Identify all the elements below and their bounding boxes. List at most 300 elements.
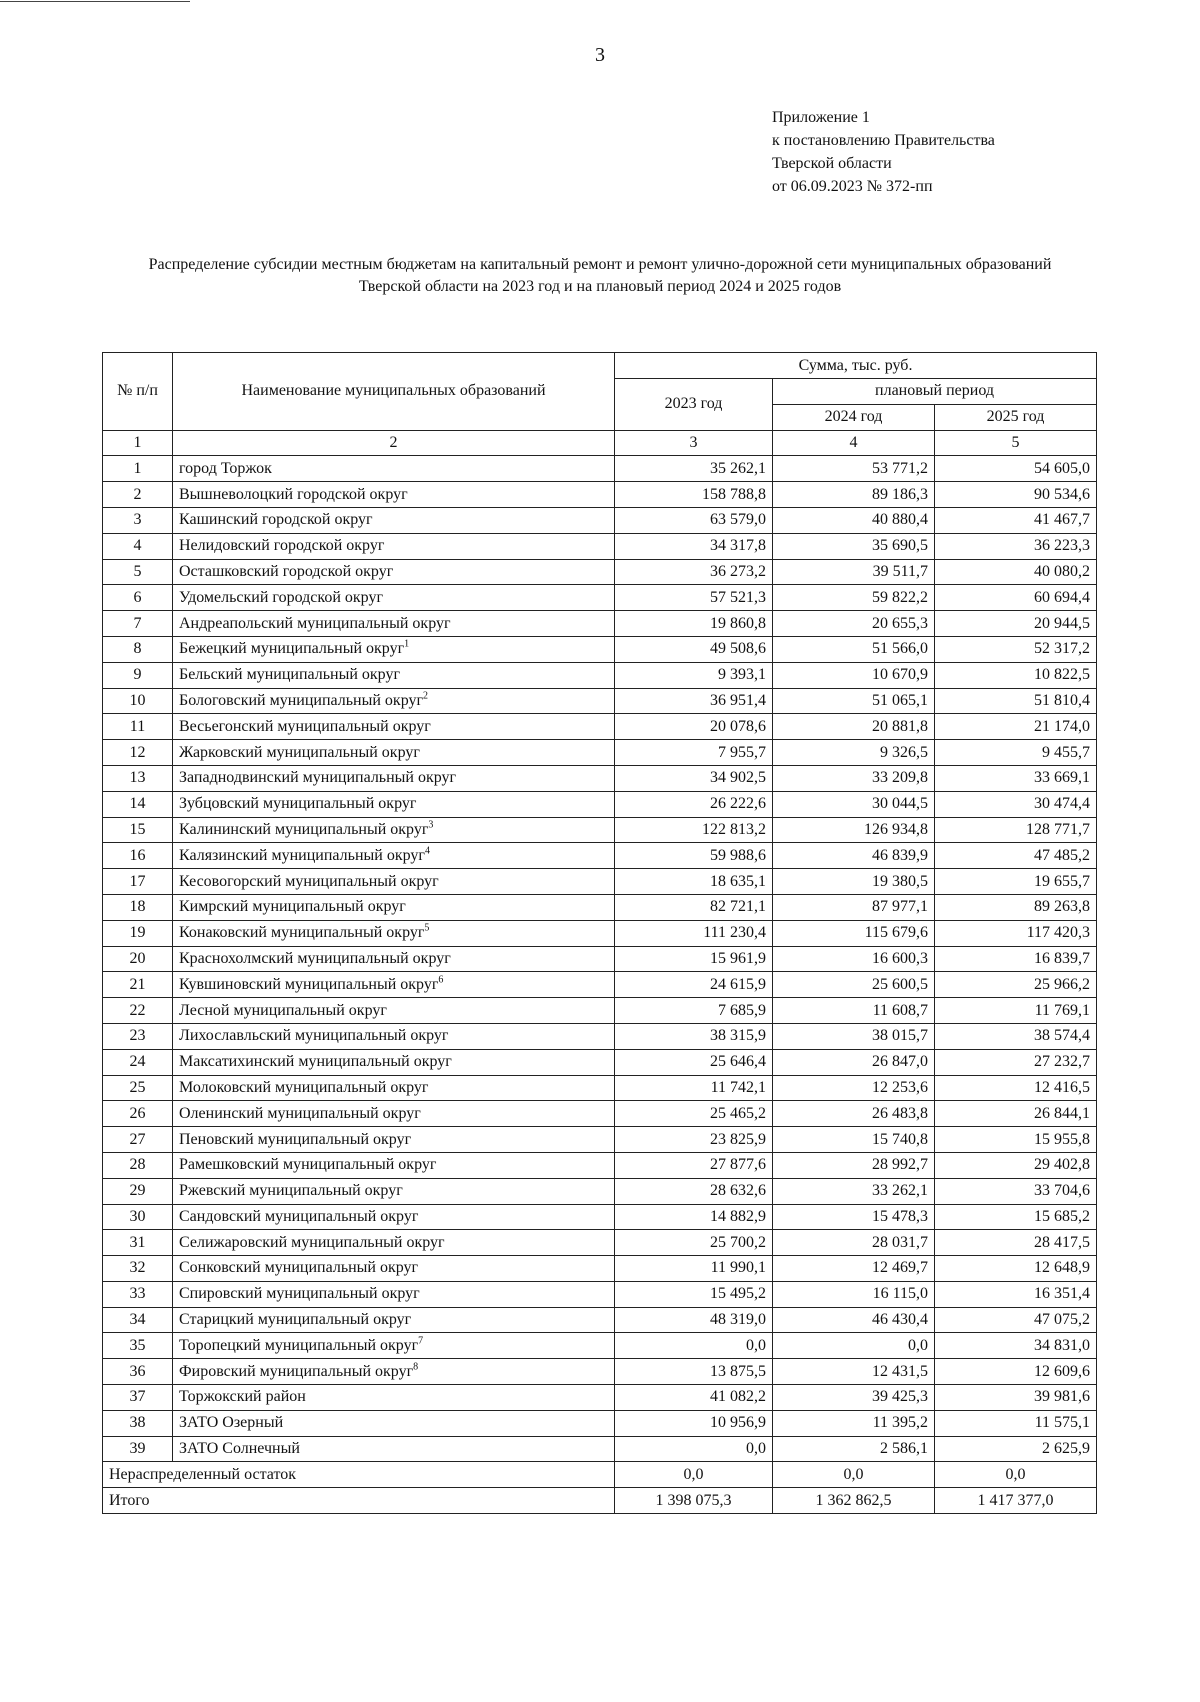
- row-number: 14: [103, 791, 173, 817]
- row-number: 38: [103, 1410, 173, 1436]
- amount-2024: 25 600,5: [773, 972, 935, 998]
- municipality-name: [173, 791, 615, 817]
- amount-2023: 14 882,9: [615, 1204, 773, 1230]
- amount-2024: 46 839,9: [773, 843, 935, 869]
- header-2024: 2024 год: [773, 404, 935, 430]
- header-num: № п/п: [103, 353, 173, 431]
- municipality-name-text: ЗАТО Озерный: [179, 1414, 284, 1432]
- municipality-name-text: Удомельский городской округ: [179, 588, 384, 606]
- municipality-name: [173, 1204, 615, 1230]
- municipality-name-text: Весьегонский муниципальный округ: [179, 717, 431, 735]
- table-row: [103, 765, 1097, 791]
- scan-artifact-line: [0, 1, 190, 2]
- table-row: [103, 1230, 1097, 1256]
- row-number: 20: [103, 946, 173, 972]
- unallocated-2025: 0,0: [935, 1462, 1097, 1488]
- municipality-name-text: Спировский муниципальный округ: [179, 1285, 420, 1303]
- municipality-name: [173, 920, 615, 946]
- subsidy-table: [102, 352, 1097, 1514]
- amount-2025: 40 080,2: [935, 559, 1097, 585]
- amount-2023: 11 990,1: [615, 1256, 773, 1282]
- amount-2023: 24 615,9: [615, 972, 773, 998]
- amount-2023: 34 317,8: [615, 533, 773, 559]
- table-row: [103, 1436, 1097, 1462]
- row-number: 7: [103, 611, 173, 637]
- amount-2025: 60 694,4: [935, 585, 1097, 611]
- municipality-name: [173, 559, 615, 585]
- amount-2024: 30 044,5: [773, 791, 935, 817]
- municipality-name: [173, 1101, 615, 1127]
- title-line-1: Распределение субсидии местным бюджетам на капитальный ремонт и ремонт улично-дорожной сети муниципальных образований: [148, 256, 1052, 273]
- municipality-name: [173, 714, 615, 740]
- municipality-name-text: Андреапольский муниципальный округ: [179, 614, 451, 632]
- amount-2025: 15 685,2: [935, 1204, 1097, 1230]
- table-row: [103, 1049, 1097, 1075]
- municipality-name: [173, 998, 615, 1024]
- municipality-name: [173, 1075, 615, 1101]
- amount-2024: 20 881,8: [773, 714, 935, 740]
- municipality-name: [173, 1256, 615, 1282]
- amount-2024: 16 600,3: [773, 946, 935, 972]
- amount-2024: 20 655,3: [773, 611, 935, 637]
- amount-2023: 13 875,5: [615, 1359, 773, 1385]
- amount-2023: 15 495,2: [615, 1281, 773, 1307]
- table-row: [103, 611, 1097, 637]
- table-row: [103, 636, 1097, 662]
- table-row: [103, 1256, 1097, 1282]
- amount-2025: 30 474,4: [935, 791, 1097, 817]
- table-row: [103, 714, 1097, 740]
- table-row: [103, 1359, 1097, 1385]
- municipality-name-text: Оленинский муниципальный округ: [179, 1104, 421, 1122]
- municipality-name-text: Кимрский муниципальный округ: [179, 898, 406, 916]
- column-number: 5: [935, 430, 1097, 456]
- amount-2023: 0,0: [615, 1436, 773, 1462]
- row-number: 26: [103, 1101, 173, 1127]
- amount-2024: 15 740,8: [773, 1127, 935, 1153]
- amount-2024: 38 015,7: [773, 1023, 935, 1049]
- column-number: 4: [773, 430, 935, 456]
- amount-2023: 63 579,0: [615, 507, 773, 533]
- row-number: 10: [103, 688, 173, 714]
- municipality-name: [173, 1359, 615, 1385]
- amount-2024: 46 430,4: [773, 1307, 935, 1333]
- header-2025: 2025 год: [935, 404, 1097, 430]
- municipality-name-text: Торжокский район: [179, 1388, 306, 1406]
- municipality-name: [173, 869, 615, 895]
- amount-2023: 7 955,7: [615, 740, 773, 766]
- amount-2025: 38 574,4: [935, 1023, 1097, 1049]
- municipality-name: [173, 1385, 615, 1411]
- column-number: 1: [103, 430, 173, 456]
- header-2023: 2023 год: [615, 379, 773, 431]
- amount-2025: 15 955,8: [935, 1127, 1097, 1153]
- amount-2025: 11 575,1: [935, 1410, 1097, 1436]
- amount-2024: 26 847,0: [773, 1049, 935, 1075]
- row-number: 27: [103, 1127, 173, 1153]
- row-number: 30: [103, 1204, 173, 1230]
- amount-2023: 82 721,1: [615, 894, 773, 920]
- row-number: 8: [103, 636, 173, 662]
- row-number: 18: [103, 894, 173, 920]
- municipality-name: [173, 1436, 615, 1462]
- municipality-name-text: Лихославльский муниципальный округ: [179, 1027, 449, 1045]
- amount-2024: 59 822,2: [773, 585, 935, 611]
- footnote-marker: 5: [424, 922, 430, 934]
- municipality-name: [173, 1127, 615, 1153]
- amount-2025: 52 317,2: [935, 636, 1097, 662]
- amount-2025: 16 839,7: [935, 946, 1097, 972]
- amount-2025: 12 416,5: [935, 1075, 1097, 1101]
- amount-2025: 51 810,4: [935, 688, 1097, 714]
- municipality-name: [173, 1281, 615, 1307]
- amount-2025: 89 263,8: [935, 894, 1097, 920]
- amount-2023: 11 742,1: [615, 1075, 773, 1101]
- amount-2023: 35 262,1: [615, 456, 773, 482]
- municipality-name-text: город Торжок: [179, 459, 272, 477]
- appendix-line: Приложение 1: [772, 109, 870, 126]
- amount-2024: 15 478,3: [773, 1204, 935, 1230]
- municipality-name: [173, 1023, 615, 1049]
- amount-2025: 21 174,0: [935, 714, 1097, 740]
- table-row: [103, 533, 1097, 559]
- amount-2023: 57 521,3: [615, 585, 773, 611]
- municipality-name-text: Ржевский муниципальный округ: [179, 1182, 403, 1200]
- municipality-name-text: Бежецкий муниципальный округ: [179, 640, 405, 658]
- municipality-name-text: Конаковский муниципальный округ: [179, 924, 425, 942]
- amount-2023: 49 508,6: [615, 636, 773, 662]
- amount-2024: 28 992,7: [773, 1152, 935, 1178]
- amount-2024: 39 511,7: [773, 559, 935, 585]
- municipality-name: [173, 585, 615, 611]
- amount-2023: 25 646,4: [615, 1049, 773, 1075]
- municipality-name-text: Кашинский городской округ: [179, 511, 373, 529]
- table-row: [103, 585, 1097, 611]
- municipality-name-text: Молоковский муниципальный округ: [179, 1078, 429, 1096]
- amount-2023: 59 988,6: [615, 843, 773, 869]
- municipality-name: [173, 1333, 615, 1359]
- row-number: 39: [103, 1436, 173, 1462]
- municipality-name-text: Старицкий муниципальный округ: [179, 1311, 412, 1329]
- municipality-name: [173, 636, 615, 662]
- amount-2025: 47 075,2: [935, 1307, 1097, 1333]
- row-number: 17: [103, 869, 173, 895]
- table-row: [103, 1178, 1097, 1204]
- amount-2024: 10 670,9: [773, 662, 935, 688]
- amount-2023: 122 813,2: [615, 817, 773, 843]
- municipality-name: [173, 972, 615, 998]
- municipality-name-text: Бельский муниципальный округ: [179, 666, 401, 684]
- column-number: 2: [173, 430, 615, 456]
- amount-2023: 111 230,4: [615, 920, 773, 946]
- table-row: [103, 1333, 1097, 1359]
- table-row: [103, 946, 1097, 972]
- amount-2024: 12 431,5: [773, 1359, 935, 1385]
- amount-2025: 2 625,9: [935, 1436, 1097, 1462]
- municipality-name: [173, 1230, 615, 1256]
- municipality-name: [173, 740, 615, 766]
- amount-2023: 25 465,2: [615, 1101, 773, 1127]
- amount-2025: 9 455,7: [935, 740, 1097, 766]
- municipality-name-text: ЗАТО Солнечный: [179, 1440, 300, 1458]
- table-row: [103, 1127, 1097, 1153]
- amount-2024: 11 395,2: [773, 1410, 935, 1436]
- amount-2024: 12 469,7: [773, 1256, 935, 1282]
- total-2023: 1 398 075,3: [615, 1488, 773, 1514]
- municipality-name-text: Западнодвинский муниципальный округ: [179, 769, 457, 787]
- page-number: 3: [595, 44, 605, 66]
- municipality-name-text: Пеновский муниципальный округ: [179, 1130, 412, 1148]
- row-number: 11: [103, 714, 173, 740]
- municipality-name: [173, 507, 615, 533]
- row-number: 21: [103, 972, 173, 998]
- appendix-line: от 06.09.2023 № 372-пп: [772, 178, 933, 195]
- amount-2025: 29 402,8: [935, 1152, 1097, 1178]
- amount-2024: 0,0: [773, 1333, 935, 1359]
- municipality-name: [173, 456, 615, 482]
- municipality-name: [173, 843, 615, 869]
- amount-2023: 18 635,1: [615, 869, 773, 895]
- amount-2025: 10 822,5: [935, 662, 1097, 688]
- municipality-name-text: Осташковский городской округ: [179, 562, 394, 580]
- amount-2023: 48 319,0: [615, 1307, 773, 1333]
- municipality-name-text: Жарковский муниципальный округ: [179, 743, 420, 761]
- amount-2024: 2 586,1: [773, 1436, 935, 1462]
- row-number: 36: [103, 1359, 173, 1385]
- unallocated-2023: 0,0: [615, 1462, 773, 1488]
- table-row: [103, 817, 1097, 843]
- table-row: [103, 998, 1097, 1024]
- row-number: 19: [103, 920, 173, 946]
- amount-2024: 126 934,8: [773, 817, 935, 843]
- municipality-name-text: Торопецкий муниципальный округ: [179, 1336, 419, 1354]
- amount-2025: 54 605,0: [935, 456, 1097, 482]
- amount-2023: 10 956,9: [615, 1410, 773, 1436]
- table-row: [103, 1101, 1097, 1127]
- amount-2025: 26 844,1: [935, 1101, 1097, 1127]
- municipality-name: [173, 894, 615, 920]
- row-number: 13: [103, 765, 173, 791]
- row-number: 37: [103, 1385, 173, 1411]
- table-row: [103, 559, 1097, 585]
- header-sum: Сумма, тыс. руб.: [615, 353, 1097, 379]
- table-row: [103, 662, 1097, 688]
- title-line-2: Тверской области на 2023 год и на плановый период 2024 и 2025 годов: [358, 278, 842, 295]
- unallocated-row: [103, 1462, 1097, 1488]
- amount-2024: 16 115,0: [773, 1281, 935, 1307]
- row-number: 1: [103, 456, 173, 482]
- amount-2025: 128 771,7: [935, 817, 1097, 843]
- row-number: 9: [103, 662, 173, 688]
- municipality-name-text: Кесовогорский муниципальный округ: [179, 872, 439, 890]
- amount-2023: 38 315,9: [615, 1023, 773, 1049]
- row-number: 12: [103, 740, 173, 766]
- amount-2024: 89 186,3: [773, 482, 935, 508]
- table-row: [103, 482, 1097, 508]
- amount-2023: 15 961,9: [615, 946, 773, 972]
- row-number: 23: [103, 1023, 173, 1049]
- total-row: [103, 1488, 1097, 1514]
- table-row: [103, 920, 1097, 946]
- amount-2023: 41 082,2: [615, 1385, 773, 1411]
- municipality-name-text: Бологовский муниципальный округ: [179, 691, 424, 709]
- row-number: 32: [103, 1256, 173, 1282]
- amount-2024: 87 977,1: [773, 894, 935, 920]
- table-row: [103, 1204, 1097, 1230]
- municipality-name-text: Кувшиновский муниципальный округ: [179, 975, 439, 993]
- amount-2024: 35 690,5: [773, 533, 935, 559]
- municipality-name-text: Сонковский муниципальный округ: [179, 1259, 419, 1277]
- municipality-name: [173, 946, 615, 972]
- municipality-name: [173, 1178, 615, 1204]
- row-number: 4: [103, 533, 173, 559]
- footnote-marker: 7: [418, 1335, 424, 1347]
- table-row: [103, 1075, 1097, 1101]
- table-row: [103, 1281, 1097, 1307]
- amount-2024: 51 065,1: [773, 688, 935, 714]
- amount-2024: 33 209,8: [773, 765, 935, 791]
- municipality-name-text: Краснохолмский муниципальный округ: [179, 949, 451, 967]
- municipality-name-text: Вышневолоцкий городской округ: [179, 485, 408, 503]
- table-body: [103, 456, 1097, 1462]
- municipality-name-text: Калязинский муниципальный округ: [179, 846, 425, 864]
- amount-2023: 25 700,2: [615, 1230, 773, 1256]
- footnote-marker: 4: [424, 845, 430, 857]
- municipality-name-text: Лесной муниципальный округ: [179, 1001, 387, 1019]
- amount-2023: 158 788,8: [615, 482, 773, 508]
- row-number: 2: [103, 482, 173, 508]
- amount-2025: 90 534,6: [935, 482, 1097, 508]
- amount-2025: 36 223,3: [935, 533, 1097, 559]
- row-number: 22: [103, 998, 173, 1024]
- table-row: [103, 740, 1097, 766]
- amount-2025: 16 351,4: [935, 1281, 1097, 1307]
- municipality-name-text: Рамешковский муниципальный округ: [179, 1156, 437, 1174]
- total-2025: 1 417 377,0: [935, 1488, 1097, 1514]
- municipality-name: [173, 817, 615, 843]
- municipality-name: [173, 688, 615, 714]
- document-title: [70, 254, 1130, 298]
- table-row: [103, 507, 1097, 533]
- amount-2024: 53 771,2: [773, 456, 935, 482]
- amount-2023: 23 825,9: [615, 1127, 773, 1153]
- row-number: 28: [103, 1152, 173, 1178]
- appendix-line: Тверской области: [772, 155, 892, 172]
- table-header: [103, 353, 1097, 456]
- amount-2025: 19 655,7: [935, 869, 1097, 895]
- amount-2023: 0,0: [615, 1333, 773, 1359]
- row-number: 29: [103, 1178, 173, 1204]
- amount-2025: 12 648,9: [935, 1256, 1097, 1282]
- amount-2024: 51 566,0: [773, 636, 935, 662]
- table-row: [103, 894, 1097, 920]
- amount-2023: 9 393,1: [615, 662, 773, 688]
- table-row: [103, 1152, 1097, 1178]
- municipality-name: [173, 611, 615, 637]
- row-number: 6: [103, 585, 173, 611]
- table-row: [103, 791, 1097, 817]
- amount-2024: 39 425,3: [773, 1385, 935, 1411]
- municipality-name-text: Калининский муниципальный округ: [179, 820, 429, 838]
- municipality-name-text: Зубцовский муниципальный округ: [179, 795, 417, 813]
- amount-2025: 39 981,6: [935, 1385, 1097, 1411]
- municipality-name-text: Селижаровский муниципальный округ: [179, 1233, 445, 1251]
- header-planned: плановый период: [773, 379, 1097, 405]
- amount-2023: 7 685,9: [615, 998, 773, 1024]
- appendix-line: к постановлению Правительства: [772, 132, 995, 149]
- amount-2024: 11 608,7: [773, 998, 935, 1024]
- amount-2024: 40 880,4: [773, 507, 935, 533]
- table-row: [103, 456, 1097, 482]
- footnote-marker: 8: [413, 1361, 419, 1373]
- table-row: [103, 1307, 1097, 1333]
- municipality-name: [173, 1307, 615, 1333]
- municipality-name: [173, 662, 615, 688]
- header-name: Наименование муниципальных образований: [173, 353, 615, 431]
- table-row: [103, 869, 1097, 895]
- row-number: 5: [103, 559, 173, 585]
- municipality-name-text: Сандовский муниципальный округ: [179, 1207, 419, 1225]
- table-row: [103, 1385, 1097, 1411]
- amount-2025: 47 485,2: [935, 843, 1097, 869]
- amount-2024: 26 483,8: [773, 1101, 935, 1127]
- row-number: 3: [103, 507, 173, 533]
- amount-2024: 19 380,5: [773, 869, 935, 895]
- amount-2023: 19 860,8: [615, 611, 773, 637]
- amount-2023: 28 632,6: [615, 1178, 773, 1204]
- amount-2023: 20 078,6: [615, 714, 773, 740]
- municipality-name-text: Максатихинский муниципальный округ: [179, 1053, 452, 1071]
- table-row: [103, 1410, 1097, 1436]
- column-number: 3: [615, 430, 773, 456]
- table-row: [103, 1023, 1097, 1049]
- municipality-name: [173, 533, 615, 559]
- municipality-name: [173, 1152, 615, 1178]
- table-row: [103, 688, 1097, 714]
- municipality-name: [173, 1049, 615, 1075]
- total-2024: 1 362 862,5: [773, 1488, 935, 1514]
- row-number: 15: [103, 817, 173, 843]
- row-number: 16: [103, 843, 173, 869]
- amount-2024: 33 262,1: [773, 1178, 935, 1204]
- footnote-marker: 6: [438, 974, 444, 986]
- footnote-marker: 2: [423, 690, 429, 702]
- amount-2025: 33 669,1: [935, 765, 1097, 791]
- table-row: [103, 972, 1097, 998]
- row-number: 25: [103, 1075, 173, 1101]
- municipality-name: [173, 765, 615, 791]
- amount-2025: 41 467,7: [935, 507, 1097, 533]
- amount-2025: 11 769,1: [935, 998, 1097, 1024]
- amount-2025: 33 704,6: [935, 1178, 1097, 1204]
- footnote-marker: 3: [428, 819, 434, 831]
- unallocated-2024: 0,0: [773, 1462, 935, 1488]
- unallocated-label: Нераспределенный остаток: [103, 1462, 615, 1488]
- amount-2024: 115 679,6: [773, 920, 935, 946]
- amount-2025: 25 966,2: [935, 972, 1097, 998]
- amount-2025: 34 831,0: [935, 1333, 1097, 1359]
- row-number: 31: [103, 1230, 173, 1256]
- total-label: Итого: [103, 1488, 615, 1514]
- amount-2025: 28 417,5: [935, 1230, 1097, 1256]
- row-number: 34: [103, 1307, 173, 1333]
- table-footer: [103, 1462, 1097, 1514]
- footnote-marker: 1: [404, 639, 410, 651]
- municipality-name: [173, 482, 615, 508]
- amount-2024: 28 031,7: [773, 1230, 935, 1256]
- municipality-name: [173, 1410, 615, 1436]
- amount-2023: 36 273,2: [615, 559, 773, 585]
